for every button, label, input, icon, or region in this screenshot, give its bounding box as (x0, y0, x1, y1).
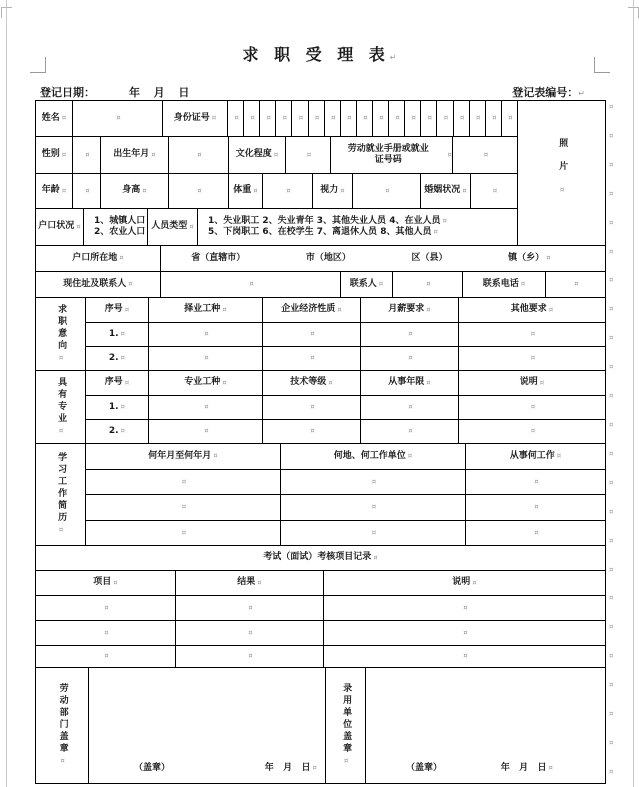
blank-cell[interactable] (36, 646, 176, 668)
phone-label: 联系电话 ¤ (463, 272, 546, 298)
id-digit-cell[interactable] (373, 101, 389, 137)
qualification-section-label: 具有专业 ¤ (36, 371, 86, 444)
blank-cell[interactable] (459, 347, 606, 371)
col-header-note: 说明 ¤ (459, 371, 606, 396)
end-of-row-marks: ¤ ¤ ¤ ¤ ¤ ¤ ¤ ¤ ¤ ¤ ¤ ¤ ¤ ¤ ¤ ¤ ¤ ¤ ¤ ¤ ¤ ¤ ¤ ¤ (609, 103, 614, 776)
blank-cell[interactable] (263, 323, 361, 347)
id-digit-cell[interactable] (309, 101, 325, 137)
district-label: 区（县） (411, 252, 448, 263)
household-label: 户口状况 ¤ (36, 209, 84, 246)
col-header-economy: 企业经济性质 ¤ (263, 298, 361, 323)
col-header-trade: 择业工种 ¤ (149, 298, 263, 323)
phone-input-cell[interactable] (546, 272, 606, 298)
contact-input-cell[interactable] (393, 272, 463, 298)
id-digit-cell[interactable] (454, 101, 470, 137)
col-header-years: 从事年限 ¤ (361, 371, 459, 396)
employer-stamp-cell[interactable] (366, 668, 606, 784)
city-label: 市（地区） (305, 252, 351, 263)
date-placeholder: 年 月 日 ¤ (265, 763, 317, 774)
id-digit-cell[interactable] (421, 101, 437, 137)
address-input-cell[interactable] (161, 272, 341, 298)
blank-cell[interactable] (281, 521, 466, 546)
id-digit-cell[interactable] (244, 101, 260, 137)
vision-label: 视力 ¤ (313, 174, 353, 209)
blank-cell[interactable] (149, 347, 263, 371)
province-label: 省（直辖市） (191, 252, 246, 263)
household-location-input-cell[interactable] (161, 246, 606, 272)
blank-cell[interactable] (86, 470, 281, 495)
household-option-1: 1、城镇人口 (94, 215, 146, 226)
table-header-row (86, 371, 606, 396)
employer-stamp-label: 录用单位盖章 ¤ (326, 668, 366, 784)
age-label: 年龄 ¤ (36, 174, 73, 209)
registration-date-label: 登记日期： (40, 86, 95, 99)
exam-record-title: 考试（面试）考核项目记录 ¤ (36, 546, 606, 571)
blank-cell[interactable] (176, 646, 324, 668)
col-header-seq: 序号 ¤ (86, 298, 149, 323)
page-left-edge (6, 0, 7, 787)
id-digit-cell[interactable] (357, 101, 373, 137)
blank-cell[interactable] (459, 323, 606, 347)
id-digit-cell[interactable] (228, 101, 244, 137)
household-location-label: 户口所在地 ¤ (36, 246, 161, 272)
id-number-label: 身份证号 ¤ (163, 101, 228, 137)
blank-cell[interactable] (86, 521, 281, 546)
application-form-table (35, 100, 606, 784)
household-option-2: 2、农业人口 (94, 227, 146, 237)
blank-cell[interactable] (149, 396, 263, 420)
table-row (86, 420, 606, 444)
table-row (36, 101, 518, 137)
blank-cell[interactable] (466, 495, 606, 521)
blank-cell[interactable] (361, 323, 459, 347)
col-header-seq: 序号 ¤ (86, 371, 149, 396)
blank-cell[interactable] (459, 396, 606, 420)
employment-book-label: 劳动就业手册或就业证号码 ¤ (331, 137, 453, 174)
stamps-row (36, 668, 606, 784)
col-header-result: 结果 ¤ (176, 571, 324, 596)
id-digit-cell[interactable] (325, 101, 341, 137)
gender-input-cell[interactable] (73, 137, 101, 174)
table-row (36, 646, 606, 668)
registration-date-line (40, 84, 191, 100)
photo-label: 照片 ¤ (556, 138, 567, 208)
blank-cell[interactable] (263, 396, 361, 420)
row-number: 2. ¤ (86, 420, 149, 444)
household-options[interactable] (84, 209, 148, 246)
row-number: 1. ¤ (86, 323, 149, 347)
blank-cell[interactable] (86, 495, 281, 521)
weight-label: 体重 ¤ (229, 174, 263, 209)
page-right-edge (633, 0, 634, 787)
birth-date-input-cell[interactable] (169, 137, 229, 174)
col-header-period: 何年月至何年月 ¤ (86, 444, 281, 470)
col-header-profession: 专业工种 ¤ (149, 371, 263, 396)
name-input-cell[interactable] (73, 101, 163, 137)
registration-date-value[interactable]: 年 月 日 (129, 86, 192, 99)
col-header-skill-level: 技术等级 ¤ (263, 371, 361, 396)
table-header-row (86, 298, 606, 323)
table-row (86, 323, 606, 347)
id-digit-cell[interactable] (276, 101, 292, 137)
row-number: 2. ¤ (86, 347, 149, 371)
name-label: 姓名 ¤ (36, 101, 73, 137)
gender-label: 性别 ¤ (36, 137, 73, 174)
table-row (86, 521, 606, 546)
form-title: 求 职 受 理 表 ↵ (0, 42, 639, 65)
marital-status-label: 婚姻状况 ¤ (421, 174, 471, 209)
registration-no-label[interactable]: 登记表编号： ↵ (512, 84, 585, 100)
resume-section (36, 444, 606, 546)
blank-cell[interactable] (149, 323, 263, 347)
blank-cell[interactable] (361, 347, 459, 371)
person-type-options-line2: 5、下岗职工 6、在校学生 7、离退休人员 8、其他人员 ¤ (208, 227, 438, 238)
basic-info-block (36, 101, 606, 246)
table-row (86, 495, 606, 521)
col-header-remark: 说明 ¤ (324, 571, 606, 596)
table-row (36, 546, 606, 571)
id-digit-cell[interactable] (292, 101, 308, 137)
table-row (86, 470, 606, 495)
blank-cell[interactable] (176, 596, 324, 621)
blank-cell[interactable] (361, 420, 459, 444)
id-digit-cell[interactable] (260, 101, 276, 137)
col-header-job: 从事何工作 ¤ (466, 444, 606, 470)
id-digit-cell[interactable] (341, 101, 357, 137)
table-row (36, 621, 606, 646)
blank-cell[interactable] (36, 596, 176, 621)
blank-cell[interactable] (459, 420, 606, 444)
page-corner-top-left (1, 7, 12, 18)
person-type-options-line1: 1、失业职工 2、失业青年 3、其他失业人员 4、在业人员 ¤ (208, 216, 447, 227)
col-header-workplace: 何地、何工作单位 ¤ (281, 444, 466, 470)
seal-placeholder: （盖章） (406, 762, 443, 773)
blank-cell[interactable] (466, 470, 606, 495)
town-label: 镇（乡） ¤ (508, 253, 550, 264)
table-row (86, 396, 606, 420)
person-type-label: 人员类型 ¤ (148, 209, 198, 246)
labor-dept-stamp-label: 劳动部门盖章 ¤ (36, 668, 89, 784)
id-digit-cell[interactable] (437, 101, 453, 137)
blank-cell[interactable] (466, 521, 606, 546)
table-row (36, 272, 606, 298)
table-row (36, 137, 518, 174)
blank-cell[interactable] (281, 470, 466, 495)
table-row (36, 596, 606, 621)
table-row (36, 174, 518, 209)
contact-label: 联系人 ¤ (341, 272, 393, 298)
table-row (86, 347, 606, 371)
address-label: 现住址及联系人 ¤ (36, 272, 161, 298)
blank-cell[interactable] (324, 596, 606, 621)
id-digit-cell[interactable] (486, 101, 502, 137)
height-input-cell[interactable] (169, 174, 229, 209)
photo-cell[interactable] (518, 101, 606, 246)
seal-placeholder: （盖章） (134, 762, 171, 773)
row-number: 1. ¤ (86, 396, 149, 420)
id-digit-cell[interactable] (470, 101, 486, 137)
blank-cell[interactable] (361, 396, 459, 420)
id-digit-cell[interactable] (389, 101, 405, 137)
employment-book-input-cell[interactable] (453, 137, 518, 174)
id-digit-cell[interactable] (405, 101, 421, 137)
blank-cell[interactable] (324, 621, 606, 646)
id-digit-cell[interactable] (502, 101, 518, 137)
blank-cell[interactable] (263, 420, 361, 444)
weight-input-cell[interactable] (263, 174, 313, 209)
resume-section-label: 学习工作简历 ¤ (36, 444, 86, 546)
blank-cell[interactable] (263, 347, 361, 371)
table-row (36, 209, 518, 246)
table-header-row (36, 571, 606, 596)
table-row (36, 246, 606, 272)
height-label: 身高 ¤ (101, 174, 169, 209)
blank-cell[interactable] (324, 646, 606, 668)
labor-dept-stamp-cell[interactable] (89, 668, 326, 784)
person-type-options[interactable] (198, 209, 518, 246)
blank-cell[interactable] (281, 495, 466, 521)
blank-cell[interactable] (149, 420, 263, 444)
education-input-cell[interactable] (286, 137, 331, 174)
education-label: 文化程度 ¤ (229, 137, 286, 174)
job-intention-section (36, 298, 606, 371)
col-header-item: 项目 ¤ (36, 571, 176, 596)
age-input-cell[interactable] (73, 174, 101, 209)
vision-input-cell[interactable] (353, 174, 421, 209)
col-header-other: 其他要求 ¤ (459, 298, 606, 323)
birth-date-label: 出生年月 ¤ (101, 137, 169, 174)
id-number-digit-cells[interactable] (228, 101, 518, 137)
table-header-row (86, 444, 606, 470)
qualification-section (36, 371, 606, 444)
blank-cell[interactable] (176, 621, 324, 646)
col-header-salary: 月薪要求 ¤ (361, 298, 459, 323)
blank-cell[interactable] (36, 621, 176, 646)
job-intention-section-label: 求职意向 ¤ (36, 298, 86, 371)
page-corner-top-right (628, 7, 639, 18)
date-placeholder: 年 月 日 ¤ (501, 763, 553, 774)
marital-status-input-cell[interactable] (471, 174, 518, 209)
